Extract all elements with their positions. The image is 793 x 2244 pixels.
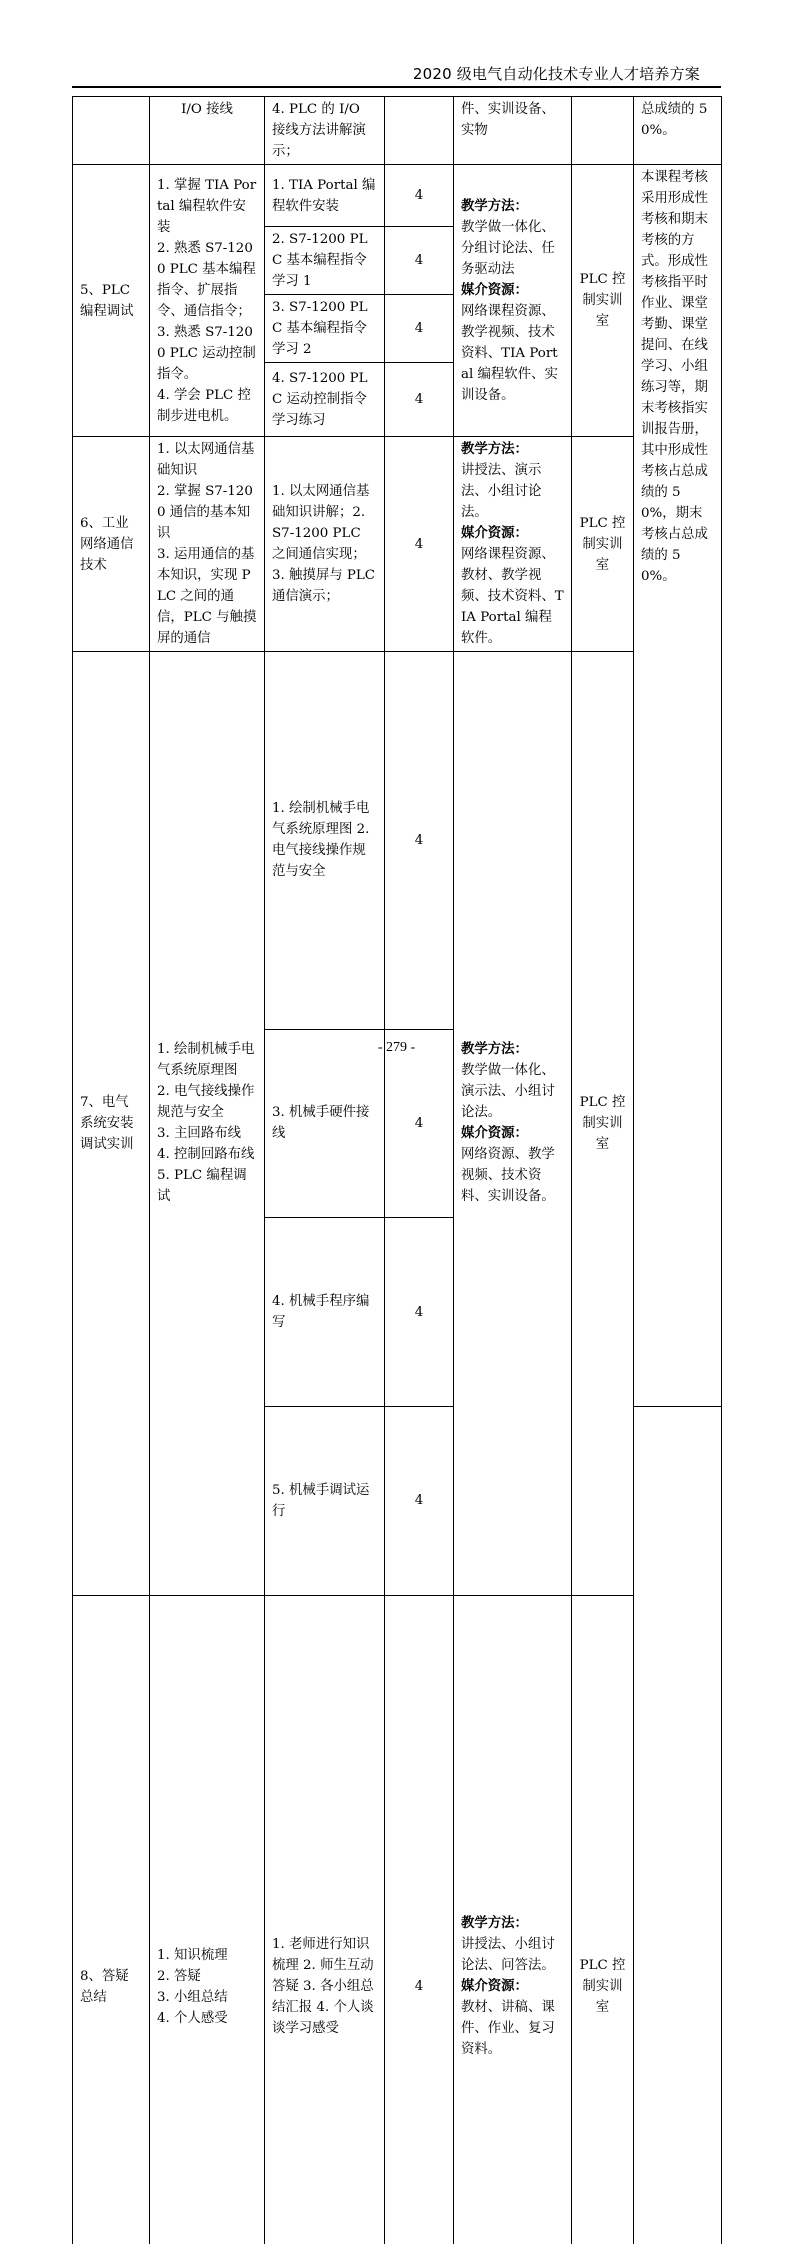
task-cell: 1. 老师进行知识梳理 2. 师生互动答疑 3. 各小组总结汇报 4. 个人谈谈学习感受 <box>265 1595 385 2244</box>
venue-cell: PLC 控制实训室 <box>572 1595 634 2244</box>
method-media-cell <box>454 1595 572 2244</box>
hours-cell: 4 <box>385 437 454 652</box>
section-name-cell: 6、工业网络通信技术 <box>73 437 150 652</box>
method-text: 讲授法、小组讨论法、问答法。 <box>461 1937 555 1974</box>
goal-item: 3. 小组总结 <box>157 1989 228 2005</box>
media-text: 网络课程资源、教材、教学视频、技术资料、TIA Portal 编程软件。 <box>461 547 564 646</box>
hours-cell: 4 <box>385 652 454 1030</box>
method-text: 教学做一体化、分组讨论法、任务驱动法 <box>461 219 555 277</box>
task-cell: 4. 机械手程序编写 <box>265 1218 385 1407</box>
task-cell: 5. 机械手调试运行 <box>265 1407 385 1596</box>
media-text: 网络资源、教学视频、技术资料、实训设备。 <box>461 1147 555 1205</box>
section-goals-cell <box>150 1595 265 2244</box>
media-label: 媒介资源： <box>461 525 528 541</box>
continued-row <box>73 97 722 165</box>
media-label: 媒介资源： <box>461 1125 528 1142</box>
goal-item: 3. 主回路布线 <box>157 1126 241 1142</box>
continued-task-cell: 4. PLC 的 I/O 接线方法讲解演示； <box>265 97 385 165</box>
hours-cell: 4 <box>385 363 454 437</box>
goal-item: 3. 运用通信的基本知识，实现 PLC 之间的通信，PLC 与触摸屏的通信 <box>157 547 257 646</box>
goal-item: 1. 知识梳理 <box>157 1947 228 1963</box>
section-goals-cell <box>150 652 265 1596</box>
section-goals-cell <box>150 437 265 652</box>
method-label: 教学方法： <box>461 1915 528 1932</box>
hours-cell: 4 <box>385 1595 454 2244</box>
goal-item: 1. 以太网通信基础知识 <box>157 442 255 478</box>
goal-item: 3. 熟悉 S7-1200 PLC 运动控制指令。 <box>157 324 256 382</box>
task-cell: 2. S7-1200 PLC 基本编程指令学习 1 <box>265 227 385 295</box>
continued-venue-cell <box>572 97 634 165</box>
course-plan-table <box>72 96 722 2244</box>
section-row <box>73 1595 722 2244</box>
hours-cell: 4 <box>385 165 454 227</box>
media-text: 网络课程资源、教学视频、技术资料、TIA Portal 编程软件、实训设备。 <box>461 303 558 403</box>
goal-item: 1. 掌握 TIA Portal 编程软件安装 <box>157 177 257 235</box>
section-name-cell: 5、PLC 编程调试 <box>73 165 150 437</box>
section-goals-cell <box>150 165 265 437</box>
media-label: 媒介资源： <box>461 281 528 298</box>
media-text: 教材、讲稿、课件、作业、复习资料。 <box>461 2000 555 2058</box>
hours-cell: 4 <box>385 1218 454 1407</box>
hours-cell: 4 <box>385 1029 454 1218</box>
continued-assessment-cell: 总成绩的 50%。 <box>634 97 722 165</box>
venue-cell: PLC 控制实训室 <box>572 165 634 437</box>
section-row <box>73 165 722 227</box>
method-label: 教学方法： <box>461 197 528 214</box>
task-cell: 1. 以太网通信基础知识讲解；2. S7-1200 PLC 之间通信实现；3. 触摸屏与 PLC 通信演示； <box>265 437 385 652</box>
task-cell: 4. S7-1200 PLC 运动控制指令学习练习 <box>265 363 385 437</box>
task-cell: 1. TIA Portal 编程软件安装 <box>265 165 385 227</box>
hours-cell: 4 <box>385 1407 454 1596</box>
section-row <box>73 652 722 1030</box>
task-cell: 3. S7-1200 PLC 基本编程指令学习 2 <box>265 295 385 363</box>
section-name-cell: 8、答疑总结 <box>73 1595 150 2244</box>
page-number: - 279 - <box>377 1040 416 1055</box>
media-label: 媒介资源： <box>461 1978 528 1995</box>
goal-item: 2. 掌握 S7-1200 通信的基本知识 <box>157 484 253 541</box>
method-text: 教学做一体化、演示法、小组讨论法。 <box>461 1063 555 1121</box>
goal-item: 2. 熟悉 S7-1200 PLC 基本编程指令、扩展指令、通信指令； <box>157 240 256 319</box>
venue-cell: PLC 控制实训室 <box>572 652 634 1596</box>
method-media-cell <box>454 652 572 1596</box>
goal-item: 4. 控制回路布线 <box>157 1147 255 1163</box>
method-text: 讲授法、演示法、小组讨论法。 <box>461 463 542 520</box>
goal-item: 5. PLC 编程调试 <box>157 1168 247 1205</box>
method-media-cell <box>454 437 572 652</box>
task-cell: 3. 机械手硬件接线 <box>265 1029 385 1218</box>
document-header-title: 2020 级电气自动化技术专业人才培养方案 <box>412 65 700 83</box>
section-row <box>73 437 722 652</box>
continued-goal-cell: I/O 接线 <box>150 97 265 165</box>
continued-method-cell: 件、实训设备、实物 <box>454 97 572 165</box>
method-media-cell <box>454 165 572 437</box>
goal-item: 1. 绘制机械手电气系统原理图 <box>157 1042 255 1079</box>
hours-cell: 4 <box>385 227 454 295</box>
goal-item: 2. 答疑 <box>157 1968 201 1984</box>
task-cell: 1. 绘制机械手电气系统原理图 2. 电气接线操作规范与安全 <box>265 652 385 1030</box>
hours-cell: 4 <box>385 295 454 363</box>
method-label: 教学方法： <box>461 1041 528 1058</box>
continued-hours-cell <box>385 97 454 165</box>
goal-item: 4. 个人感受 <box>157 2010 228 2026</box>
continued-name-cell <box>73 97 150 165</box>
method-label: 教学方法： <box>461 441 528 457</box>
section-name-cell: 7、电气系统安装调试实训 <box>73 652 150 1596</box>
venue-cell: PLC 控制实训室 <box>572 437 634 652</box>
goal-item: 4. 学会 PLC 控制步进电机。 <box>157 387 251 424</box>
header-rule <box>72 86 721 88</box>
assessment-cell: 本课程考核采用形成性考核和期末考核的方式。形成性考核指平时作业、课堂考勤、课堂提问、在线学习、小组练习等，期末考核指实训报告册，其中形成性考核占总成绩的 50%，期末考核占总成绩的 50%。 <box>634 165 722 1407</box>
goal-item: 2. 电气接线操作规范与安全 <box>157 1084 255 1121</box>
